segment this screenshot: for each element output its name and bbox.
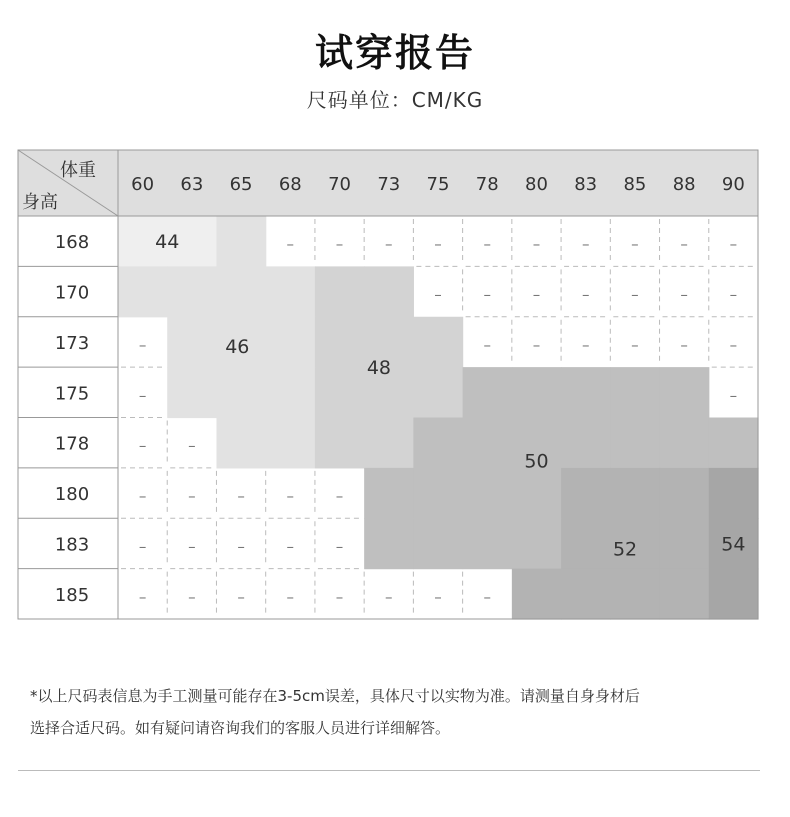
height-axis-label: 身高: [22, 192, 58, 213]
height-label-173: 173: [54, 332, 90, 354]
size-cell-50: [512, 518, 562, 569]
height-label-175: 175: [54, 383, 90, 405]
size-cell-46: [216, 418, 266, 469]
size-cell-52: [610, 569, 660, 620]
weight-header-88: 88: [672, 174, 696, 195]
empty-cell-dash: –: [434, 235, 442, 254]
size-cell-50: [463, 468, 513, 519]
empty-cell-dash: –: [188, 436, 196, 455]
size-cell-48: [364, 418, 414, 469]
empty-cell-dash: –: [138, 386, 147, 405]
size-cell-52: [512, 569, 562, 620]
size-label-52: 52: [612, 538, 638, 561]
empty-cell-dash: –: [286, 487, 295, 506]
empty-cell-dash: –: [286, 587, 295, 606]
size-cell-46: [118, 266, 168, 317]
empty-cell-dash: –: [631, 335, 639, 354]
empty-cell-dash: –: [532, 285, 541, 304]
empty-cell-dash: –: [335, 235, 344, 254]
empty-cell-dash: –: [729, 235, 738, 254]
size-label-54: 54: [721, 533, 746, 556]
size-cell-50: [413, 518, 463, 569]
size-cell-52: [660, 468, 710, 519]
empty-cell-dash: –: [335, 487, 344, 506]
height-label-170: 170: [54, 282, 90, 304]
empty-cell-dash: –: [434, 285, 442, 304]
empty-cell-dash: –: [138, 335, 147, 354]
height-label-178: 178: [54, 433, 90, 455]
size-cell-52: [660, 569, 710, 620]
size-cell-48: [413, 317, 463, 368]
bottom-divider: [18, 770, 760, 771]
size-cell-48: [315, 367, 365, 418]
size-label-44: 44: [155, 231, 180, 254]
empty-cell-dash: –: [237, 537, 245, 556]
size-cell-50: [413, 418, 463, 469]
empty-cell-dash: –: [680, 285, 688, 304]
weight-header-85: 85: [623, 174, 647, 195]
empty-cell-dash: –: [483, 285, 491, 304]
size-cell-50: [413, 468, 463, 519]
size-cell-46: [266, 367, 316, 418]
weight-axis-label: 体重: [60, 160, 96, 181]
size-cell-52: [561, 569, 611, 620]
weight-header-75: 75: [426, 174, 450, 195]
empty-cell-dash: –: [680, 335, 688, 354]
size-cell-48: [315, 317, 365, 368]
empty-cell-dash: –: [581, 235, 590, 254]
size-cell-52: [660, 518, 710, 569]
size-cell-50: [660, 418, 710, 469]
weight-header-78: 78: [475, 174, 499, 195]
weight-header-68: 68: [278, 174, 302, 195]
size-label-50: 50: [524, 450, 549, 473]
weight-header-90: 90: [721, 174, 745, 195]
empty-cell-dash: –: [138, 537, 147, 556]
size-label-48: 48: [366, 357, 392, 380]
empty-cell-dash: –: [188, 587, 196, 606]
size-cell-46: [266, 266, 316, 317]
empty-cell-dash: –: [483, 335, 491, 354]
size-label-46: 46: [225, 335, 250, 358]
size-cell-46: [216, 216, 266, 267]
size-cell-48: [315, 266, 365, 317]
size-cell-48: [364, 266, 414, 317]
weight-header-63: 63: [180, 174, 204, 195]
size-cell-50: [610, 367, 660, 418]
disclaimer-line-2: 选择合适尺码。如有疑问请咨询我们的客服人员进行详细解答。: [30, 719, 451, 737]
empty-cell-dash: –: [581, 285, 590, 304]
empty-cell-dash: –: [729, 335, 738, 354]
empty-cell-dash: –: [434, 587, 442, 606]
size-cell-48: [315, 418, 365, 469]
size-cell-52: [561, 518, 611, 569]
weight-header-80: 80: [525, 174, 548, 195]
size-cell-46: [167, 367, 217, 418]
size-cell-50: [463, 367, 513, 418]
empty-cell-dash: –: [729, 285, 738, 304]
empty-cell-dash: –: [385, 587, 393, 606]
size-cell-46: [266, 418, 316, 469]
size-cell-50: [364, 468, 414, 519]
size-cell-52: [610, 468, 660, 519]
empty-cell-dash: –: [631, 235, 639, 254]
size-cell-48: [413, 367, 463, 418]
disclaimer-line-1: *以上尺码表信息为手工测量可能存在3-5cm误差，具体尺寸以实物为准。请测量自身身材后: [30, 687, 640, 705]
empty-cell-dash: –: [286, 235, 295, 254]
empty-cell-dash: –: [188, 487, 196, 506]
empty-cell-dash: –: [532, 335, 541, 354]
size-cell-46: [167, 266, 217, 317]
empty-cell-dash: –: [237, 587, 245, 606]
empty-cell-dash: –: [138, 436, 147, 455]
empty-cell-dash: –: [286, 537, 295, 556]
size-cell-50: [610, 418, 660, 469]
size-cell-46: [266, 317, 316, 368]
empty-cell-dash: –: [483, 587, 491, 606]
size-cell-50: [364, 518, 414, 569]
empty-cell-dash: –: [237, 487, 245, 506]
size-cell-50: [512, 367, 562, 418]
empty-cell-dash: –: [680, 235, 688, 254]
empty-cell-dash: –: [335, 587, 344, 606]
empty-cell-dash: –: [631, 285, 639, 304]
size-cell-46: [167, 317, 217, 368]
empty-cell-dash: –: [483, 235, 491, 254]
size-cell-50: [463, 518, 513, 569]
size-cell-46: [216, 367, 266, 418]
weight-header-60: 60: [131, 174, 155, 195]
weight-header-70: 70: [328, 174, 351, 195]
empty-cell-dash: –: [385, 235, 393, 254]
size-cell-50: [463, 418, 513, 469]
size-cell-54: [709, 569, 759, 620]
empty-cell-dash: –: [188, 537, 196, 556]
size-cell-52: [561, 468, 611, 519]
empty-cell-dash: –: [138, 587, 147, 606]
size-cell-50: [561, 367, 611, 418]
height-label-185: 185: [54, 584, 90, 606]
size-cell-50: [561, 418, 611, 469]
empty-cell-dash: –: [581, 335, 590, 354]
size-cell-54: [709, 468, 759, 519]
page-title: 试穿报告: [314, 31, 475, 75]
weight-header-73: 73: [377, 174, 401, 195]
size-cell-50: [512, 468, 562, 519]
size-cell-50: [709, 418, 759, 469]
size-unit-subtitle: 尺码单位：CM/KG: [306, 88, 484, 112]
weight-header-65: 65: [229, 174, 253, 195]
weight-header-83: 83: [574, 174, 598, 195]
height-label-183: 183: [54, 534, 90, 556]
size-cell-46: [216, 266, 266, 317]
empty-cell-dash: –: [532, 235, 541, 254]
height-label-168: 168: [54, 232, 90, 254]
height-label-180: 180: [54, 484, 90, 506]
size-cell-50: [660, 367, 710, 418]
empty-cell-dash: –: [335, 537, 344, 556]
empty-cell-dash: –: [138, 487, 147, 506]
empty-cell-dash: –: [729, 386, 738, 405]
